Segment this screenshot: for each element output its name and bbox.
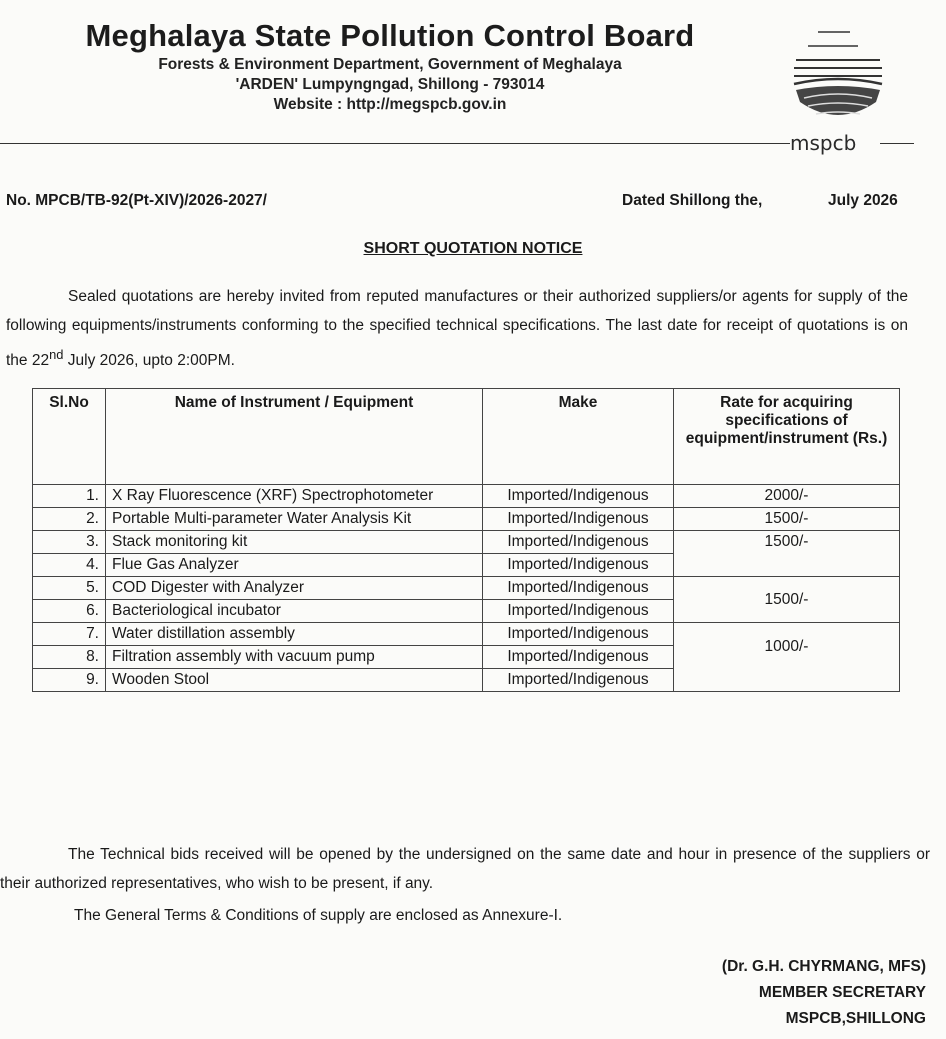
header-divider-segment <box>784 143 790 144</box>
dated-month: July 2026 <box>828 192 898 209</box>
row-make: Imported/Indigenous <box>483 508 674 531</box>
row-make: Imported/Indigenous <box>483 669 674 692</box>
table-row <box>33 485 900 508</box>
row-instrument-name: Water distillation assembly <box>106 623 483 646</box>
ordinal-suffix: nd <box>49 347 64 362</box>
header-make: Make <box>483 389 674 485</box>
row-make: Imported/Indigenous <box>483 531 674 554</box>
signatory-designation: MEMBER SECRETARY <box>758 984 926 1001</box>
row-make: Imported/Indigenous <box>483 577 674 600</box>
header-rate: Rate for acquiring specifications of equipment/instrument (Rs.) <box>674 389 900 485</box>
row-instrument-name: Stack monitoring kit <box>106 531 483 554</box>
table-row <box>33 623 900 646</box>
signature-block <box>722 954 926 1032</box>
row-instrument-name: Wooden Stool <box>106 669 483 692</box>
row-sl: 7. <box>33 623 106 646</box>
website-line: Website : http://megspcb.gov.in <box>273 96 507 113</box>
terms-paragraph: The General Terms & Conditions of supply are enclosed as Annexure-I. <box>74 907 563 924</box>
row-sl: 4. <box>33 554 106 577</box>
signatory-office: MSPCB,SHILLONG <box>785 1010 926 1027</box>
header-sl-no: Sl.No <box>33 389 106 485</box>
table-row <box>33 577 900 600</box>
reference-number: No. MPCB/TB-92(Pt-XIV)/2026-2027/ <box>6 192 267 209</box>
intro-text-end: July 2026, upto 2:00PM. <box>63 352 235 370</box>
row-make: Imported/Indigenous <box>483 554 674 577</box>
row-instrument-name: Flue Gas Analyzer <box>106 554 483 577</box>
organization-name: Meghalaya State Pollution Control Board <box>85 18 695 53</box>
intro-text: Sealed quotations are hereby invited from reputed manufactures or their authorized suppliers/or agents for supply of the following equipments/instruments conforming to the specified technical specifications. The last date for receipt of quotations is on the 22 <box>6 288 908 370</box>
signatory-name: (Dr. G.H. CHYRMANG, MFS) <box>721 958 926 975</box>
notice-title: SHORT QUOTATION NOTICE <box>363 240 583 257</box>
row-sl: 9. <box>33 669 106 692</box>
row-rate: 2000/- <box>674 485 900 508</box>
dated-label: Dated Shillong the, <box>622 192 763 209</box>
row-instrument-name: X Ray Fluorescence (XRF) Spectrophotometer <box>106 485 483 508</box>
letterhead <box>0 18 780 114</box>
row-sl: 8. <box>33 646 106 669</box>
header-divider-segment <box>880 143 914 144</box>
row-rate: 1500/- <box>674 577 900 623</box>
row-instrument-name: COD Digester with Analyzer <box>106 577 483 600</box>
row-sl: 2. <box>33 508 106 531</box>
logo-caption: mspcb <box>790 131 857 155</box>
table-row <box>33 531 900 554</box>
row-instrument-name: Filtration assembly with vacuum pump <box>106 646 483 669</box>
intro-paragraph <box>6 282 908 375</box>
row-rate: 1500/- <box>674 508 900 531</box>
bids-opening-paragraph: The Technical bids received will be opened by the undersigned on the same date and hour in presence of the suppliers or their authorized representatives, who wish to be present, if any. <box>0 846 930 892</box>
address-line: 'ARDEN' Lumpyngngad, Shillong - 793014 <box>235 76 545 93</box>
table-header-row <box>33 389 900 485</box>
row-instrument-name: Portable Multi-parameter Water Analysis Kit <box>106 508 483 531</box>
row-make: Imported/Indigenous <box>483 485 674 508</box>
row-sl: 3. <box>33 531 106 554</box>
row-rate: 1000/- <box>674 623 900 692</box>
row-sl: 5. <box>33 577 106 600</box>
row-make: Imported/Indigenous <box>483 600 674 623</box>
row-sl: 1. <box>33 485 106 508</box>
department-line: Forests & Environment Department, Government of Meghalaya <box>158 56 622 73</box>
equipment-table <box>32 388 900 692</box>
row-instrument-name: Bacteriological incubator <box>106 600 483 623</box>
header-divider <box>0 143 784 144</box>
header-instrument-name: Name of Instrument / Equipment <box>106 389 483 485</box>
table-row <box>33 508 900 531</box>
row-sl: 6. <box>33 600 106 623</box>
row-make: Imported/Indigenous <box>483 623 674 646</box>
row-rate: 1500/- <box>674 531 900 577</box>
row-make: Imported/Indigenous <box>483 646 674 669</box>
